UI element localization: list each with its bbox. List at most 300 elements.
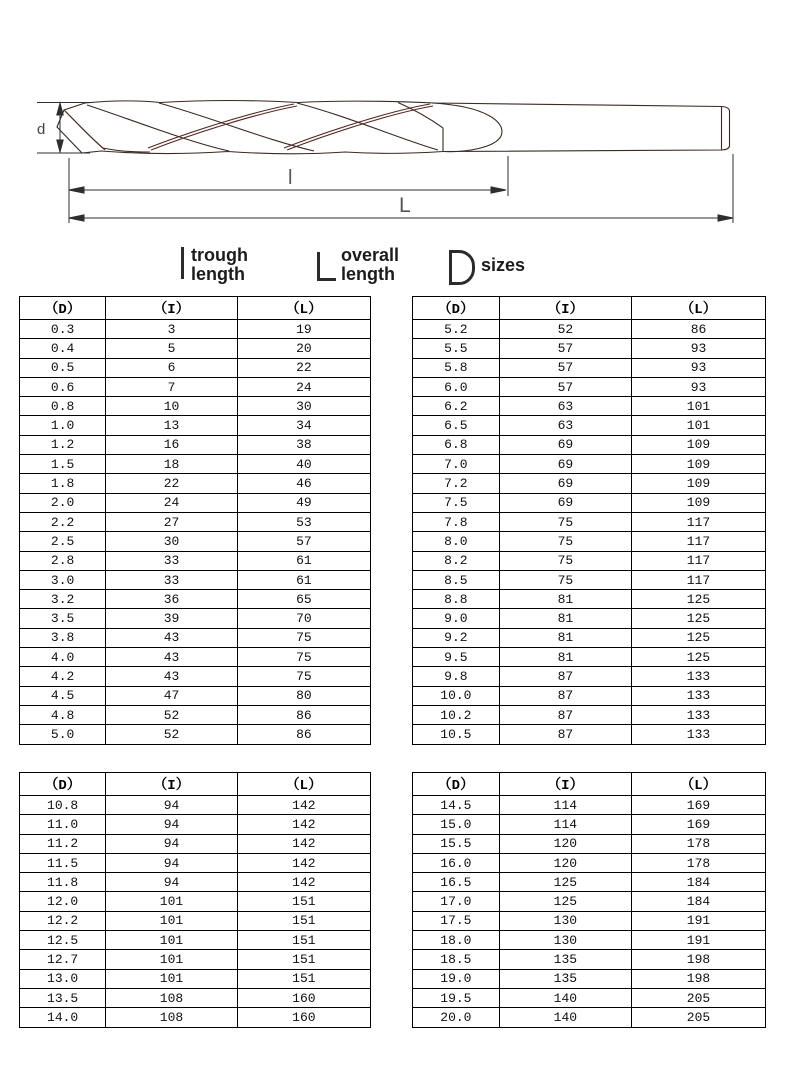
cell: 19.0 [413,969,500,988]
cell: 1.2 [20,435,106,454]
legend-label-line: length [191,264,245,284]
cell: 13 [106,416,238,435]
cell: 1.0 [20,416,106,435]
cell: 69 [499,474,631,493]
table-row [20,358,371,377]
column-header: （I） [499,297,631,320]
cell: 10 [106,397,238,416]
drill-outline [57,101,730,154]
column-header: （I） [499,773,631,796]
table-row [20,397,371,416]
cell: 3.0 [20,570,106,589]
cell: 87 [499,705,631,724]
table-row [413,1008,766,1027]
header-row [413,297,766,320]
cell: 24 [106,493,238,512]
cell: 87 [499,667,631,686]
cell: 5.5 [413,339,500,358]
cell: 57 [499,377,631,396]
cell: 36 [106,590,238,609]
table-row [413,339,766,358]
cell: 114 [499,796,631,815]
table-row [413,474,766,493]
cell: 11.2 [20,834,106,853]
table-row [413,648,766,667]
cell: 10.0 [413,686,500,705]
cell: 75 [499,551,631,570]
cell: 5.8 [413,358,500,377]
cell: 109 [632,435,766,454]
cell: 151 [237,950,370,969]
cell: 5 [106,339,238,358]
table-row [413,493,766,512]
cell: 52 [499,320,631,339]
cell: 133 [632,686,766,705]
cell: 30 [106,532,238,551]
cell: 12.0 [20,892,106,911]
table-row [20,416,371,435]
table-row [20,512,371,531]
cell: 109 [632,493,766,512]
cell: 69 [499,455,631,474]
cell: 184 [632,892,766,911]
cell: 151 [237,892,370,911]
cell: 191 [632,911,766,930]
column-header: （D） [20,297,106,320]
cell: 135 [499,950,631,969]
cell: 7.2 [413,474,500,493]
cell: 125 [632,590,766,609]
cell: 3 [106,320,238,339]
cell: 2.5 [20,532,106,551]
cell: 120 [499,834,631,853]
cell: 169 [632,815,766,834]
cell: 22 [106,474,238,493]
cell: 2.2 [20,512,106,531]
table-row [413,815,766,834]
cell: 19 [237,320,370,339]
table-row [20,609,371,628]
cell: 101 [106,950,238,969]
cell: 94 [106,815,238,834]
cell: 17.0 [413,892,500,911]
cell: 101 [106,931,238,950]
cell: 4.8 [20,705,106,724]
table-row [413,988,766,1007]
cell: 205 [632,988,766,1007]
cell: 47 [106,686,238,705]
table-row [20,570,371,589]
cell: 81 [499,628,631,647]
cell: 130 [499,911,631,930]
cell: 86 [237,705,370,724]
cell: 17.5 [413,911,500,930]
cell: 9.2 [413,628,500,647]
cell: 117 [632,532,766,551]
cell: 12.7 [20,950,106,969]
cell: 9.0 [413,609,500,628]
cell: 0.3 [20,320,106,339]
cell: 133 [632,667,766,686]
cell: 61 [237,551,370,570]
cell: 151 [237,911,370,930]
cell: 133 [632,725,766,744]
cell: 142 [237,796,370,815]
cell: 94 [106,796,238,815]
cell: 12.5 [20,931,106,950]
cell: 108 [106,988,238,1007]
table-row [20,686,371,705]
table-row [413,320,766,339]
cell: 133 [632,705,766,724]
cell: 125 [632,609,766,628]
table-row [20,834,371,853]
column-header: （L） [237,297,370,320]
header-row [20,773,371,796]
cell: 52 [106,705,238,724]
cell: 13.0 [20,969,106,988]
table-row [20,377,371,396]
cell: 108 [106,1008,238,1027]
cell: 151 [237,931,370,950]
cell: 178 [632,834,766,853]
cell: 160 [237,1008,370,1027]
column-header: （L） [632,297,766,320]
cell: 69 [499,435,631,454]
cell: 94 [106,834,238,853]
table-row [20,339,371,358]
cell: 65 [237,590,370,609]
cell: 6.0 [413,377,500,396]
table-row [413,512,766,531]
cell: 14.0 [20,1008,106,1027]
size-table-1 [19,296,371,745]
cell: 125 [632,648,766,667]
table-row [20,474,371,493]
cell: 117 [632,551,766,570]
cell: 6.2 [413,397,500,416]
cell: 142 [237,815,370,834]
cell: 63 [499,397,631,416]
cell: 120 [499,853,631,872]
cell: 24 [237,377,370,396]
cell: 6.5 [413,416,500,435]
table-row [20,853,371,872]
cell: 205 [632,1008,766,1027]
cell: 117 [632,512,766,531]
cell: 8.2 [413,551,500,570]
cell: 43 [106,648,238,667]
cell: 46 [237,474,370,493]
table-row [413,834,766,853]
table-row [20,950,371,969]
table-row [20,988,371,1007]
cell: 11.8 [20,873,106,892]
cell: 135 [499,969,631,988]
cell: 20 [237,339,370,358]
cell: 61 [237,570,370,589]
cell: 70 [237,609,370,628]
table-row [413,667,766,686]
cell: 94 [106,873,238,892]
cell: 130 [499,931,631,950]
table-row [413,590,766,609]
cell: 75 [237,648,370,667]
table-row [413,397,766,416]
table-row [413,853,766,872]
table-row [20,493,371,512]
table-row [20,892,371,911]
cell: 93 [632,339,766,358]
cell: 101 [106,969,238,988]
cell: 191 [632,931,766,950]
table-row [20,667,371,686]
cell: 8.0 [413,532,500,551]
cell: 87 [499,725,631,744]
cell: 198 [632,969,766,988]
cell: 87 [499,686,631,705]
cell: 63 [499,416,631,435]
header-row [20,297,371,320]
overall-length-symbol-l [317,252,336,281]
cell: 7.8 [413,512,500,531]
cell: 81 [499,609,631,628]
cell: 101 [106,911,238,930]
table-row [413,551,766,570]
cell: 19.5 [413,988,500,1007]
cell: 3.8 [20,628,106,647]
cell: 38 [237,435,370,454]
table-row [413,628,766,647]
table-row [20,1008,371,1027]
column-header: （D） [413,773,500,796]
cell: 7.5 [413,493,500,512]
cell: 33 [106,551,238,570]
legend-sizes [481,256,525,275]
table-row [413,686,766,705]
sizes-symbol-d [449,250,475,285]
cell: 109 [632,455,766,474]
table-row [413,609,766,628]
cell: 184 [632,873,766,892]
cell: 75 [499,570,631,589]
cell: 18.0 [413,931,500,950]
table-row [20,628,371,647]
cell: 109 [632,474,766,493]
cell: 3.5 [20,609,106,628]
dim-label-L: L [399,194,411,217]
legend-overall-length [341,246,399,284]
cell: 8.5 [413,570,500,589]
legend-label-line: sizes [481,255,526,275]
cell: 198 [632,950,766,969]
cell: 2.8 [20,551,106,570]
table-row [413,892,766,911]
column-header: （L） [632,773,766,796]
trough-length-symbol-i [181,247,184,279]
table-row [20,911,371,930]
table-row [20,969,371,988]
cell: 0.6 [20,377,106,396]
cell: 40 [237,455,370,474]
cell: 80 [237,686,370,705]
cell: 5.2 [413,320,500,339]
size-table-3 [19,772,371,1028]
cell: 10.2 [413,705,500,724]
cell: 178 [632,853,766,872]
cell: 75 [237,628,370,647]
cell: 81 [499,648,631,667]
column-header: （D） [20,773,106,796]
cell: 57 [499,358,631,377]
cell: 11.5 [20,853,106,872]
table-row [20,815,371,834]
cell: 0.4 [20,339,106,358]
cell: 75 [237,667,370,686]
cell: 10.8 [20,796,106,815]
cell: 1.8 [20,474,106,493]
cell: 20.0 [413,1008,500,1027]
cell: 52 [106,725,238,744]
table-row [20,455,371,474]
cell: 75 [499,512,631,531]
table-row [413,705,766,724]
table-row [20,725,371,744]
cell: 8.8 [413,590,500,609]
table-row [20,648,371,667]
cell: 117 [632,570,766,589]
legend-label-line: trough [191,245,248,265]
cell: 7 [106,377,238,396]
cell: 12.2 [20,911,106,930]
cell: 18 [106,455,238,474]
cell: 5.0 [20,725,106,744]
cell: 125 [632,628,766,647]
cell: 81 [499,590,631,609]
cell: 169 [632,796,766,815]
legend-label-line: overall [341,245,400,265]
cell: 33 [106,570,238,589]
cell: 6.8 [413,435,500,454]
header-row [413,773,766,796]
table-row [413,435,766,454]
drill-bit-diagram [0,0,790,240]
table-row [413,950,766,969]
legend-label-line: length [341,264,395,284]
cell: 6 [106,358,238,377]
cell: 3.2 [20,590,106,609]
cell: 142 [237,873,370,892]
cell: 16 [106,435,238,454]
cell: 30 [237,397,370,416]
cell: 43 [106,628,238,647]
table-row [413,377,766,396]
cell: 101 [106,892,238,911]
cell: 114 [499,815,631,834]
table-row [413,532,766,551]
column-header: （D） [413,297,500,320]
cell: 16.5 [413,873,500,892]
cell: 86 [632,320,766,339]
column-header: （I） [106,297,238,320]
cell: 57 [499,339,631,358]
cell: 4.5 [20,686,106,705]
table-row [413,911,766,930]
cell: 69 [499,493,631,512]
cell: 39 [106,609,238,628]
cell: 101 [632,416,766,435]
cell: 140 [499,1008,631,1027]
table-row [413,931,766,950]
cell: 43 [106,667,238,686]
table-row [20,873,371,892]
table-row [413,570,766,589]
legend-trough-length [191,246,248,284]
cell: 34 [237,416,370,435]
table-row [20,705,371,724]
table-row [413,358,766,377]
table-row [20,796,371,815]
cell: 142 [237,834,370,853]
cell: 4.0 [20,648,106,667]
cell: 1.5 [20,455,106,474]
size-table-4 [412,772,766,1028]
cell: 160 [237,988,370,1007]
cell: 53 [237,512,370,531]
cell: 4.2 [20,667,106,686]
dim-label-d: d [37,121,46,138]
dim-label-l: l [288,167,293,189]
table-row [20,551,371,570]
cell: 9.8 [413,667,500,686]
cell: 75 [499,532,631,551]
table-row [413,416,766,435]
cell: 101 [632,397,766,416]
table-row [413,455,766,474]
table-row [20,532,371,551]
cell: 2.0 [20,493,106,512]
table-row [20,931,371,950]
table-row [413,969,766,988]
size-table-2 [412,296,766,745]
table-row [413,873,766,892]
cell: 0.5 [20,358,106,377]
cell: 10.5 [413,725,500,744]
cell: 9.5 [413,648,500,667]
cell: 13.5 [20,988,106,1007]
table-row [20,435,371,454]
cell: 14.5 [413,796,500,815]
cell: 27 [106,512,238,531]
cell: 125 [499,892,631,911]
cell: 125 [499,873,631,892]
cell: 22 [237,358,370,377]
cell: 140 [499,988,631,1007]
cell: 0.8 [20,397,106,416]
column-header: （I） [106,773,238,796]
table-row [413,796,766,815]
cell: 94 [106,853,238,872]
cell: 93 [632,358,766,377]
cell: 11.0 [20,815,106,834]
cell: 86 [237,725,370,744]
cell: 18.5 [413,950,500,969]
table-row [20,320,371,339]
table-row [20,590,371,609]
cell: 15.5 [413,834,500,853]
cell: 93 [632,377,766,396]
cell: 49 [237,493,370,512]
